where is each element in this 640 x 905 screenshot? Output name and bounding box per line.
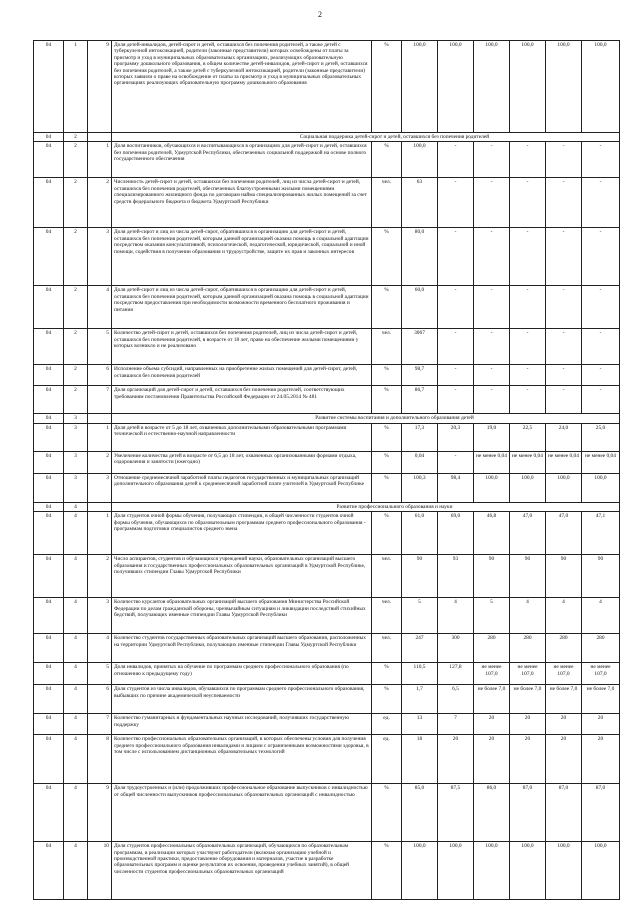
value-cell: 100,0 (546, 473, 582, 502)
value-cell: 100,0 (438, 842, 474, 900)
value-cell: 20 (510, 714, 546, 735)
subprogram-code-cell: 3 (64, 473, 88, 502)
table-row (34, 663, 620, 685)
value-cell: 86,7 (402, 386, 438, 414)
value-cell: 20,3 (438, 423, 474, 451)
table-row (34, 714, 620, 735)
unit-cell: ед. (372, 714, 402, 735)
indicator-number-cell: 4 (88, 634, 112, 663)
unit-cell: ед. (372, 735, 402, 784)
indicator-description: Количество студентов государственных образовательных организаций высшего образования, расположенных на территории Удмуртской Республики, получающих именные стипендии Главы Удмуртской Республики (112, 634, 372, 663)
subprogram-code-cell: 3 (64, 451, 88, 473)
table-row (34, 555, 620, 598)
indicator-number-cell: 3 (88, 473, 112, 502)
indicator-number-cell: 3 (88, 228, 112, 286)
value-cell: 280 (510, 634, 546, 663)
unit-cell: чел. (372, 555, 402, 598)
subprogram-code-cell: 3 (64, 414, 88, 423)
value-cell: 20 (546, 714, 582, 735)
unit-cell: % (372, 685, 402, 714)
value-cell: 4 (546, 598, 582, 634)
subprogram-code-cell: 4 (64, 555, 88, 598)
indicators-table (33, 40, 620, 900)
value-cell: 0,04 (402, 451, 438, 473)
program-code-cell: 04 (34, 178, 64, 228)
value-cell: 20 (438, 735, 474, 784)
value-cell: - (546, 386, 582, 414)
indicator-number-cell: 1 (88, 512, 112, 555)
subprogram-code-cell: 2 (64, 386, 88, 414)
value-cell: - (582, 286, 620, 329)
indicator-description: Доля детей в возрасте от 5 до 18 лет, охваченных дополнительными образовательными программами технической и естественно-научной направленности (112, 423, 372, 451)
value-cell: 22,5 (510, 423, 546, 451)
subprogram-code-cell: 4 (64, 634, 88, 663)
value-cell: 247 (402, 634, 438, 663)
value-cell: 127,8 (438, 663, 474, 685)
unit-cell: чел. (372, 598, 402, 634)
table-row (34, 228, 620, 286)
table-row (34, 735, 620, 784)
value-cell: 47,1 (582, 512, 620, 555)
indicator-description: Доля студентов из числа инвалидов, обучавшихся по программам среднего профессионального образования, выбывших по причине академической неуспеваемости (112, 685, 372, 714)
subprogram-code-cell: 4 (64, 663, 88, 685)
subprogram-code-cell: 4 (64, 784, 88, 842)
unit-cell: % (372, 663, 402, 685)
table-row (34, 41, 620, 133)
value-cell: - (438, 178, 474, 228)
indicator-number-cell: 5 (88, 663, 112, 685)
value-cell: 100,0 (402, 142, 438, 178)
value-cell: 87,0 (582, 784, 620, 842)
value-cell: 100,0 (510, 41, 546, 133)
indicator-number-cell: 4 (88, 286, 112, 329)
value-cell: 6,5 (438, 685, 474, 714)
value-cell: не более 7,0 (474, 685, 510, 714)
indicator-description: Доля детей-инвалидов, детей-сирот и детей, оставшихся без попечения родителей, а также детей с туберкулезной интоксикацией, родители (законные представители) которых освобождены от платы за присмотр и уход в муниципальных образовательных организациях, реализующих образовательную программу дошкольного образования, в общем количестве детей-инвалидов, детей-сирот и детей, оставшихся без попечения родителей, а также детей с туберкулезной интоксикацией, родители (законные представители) которых заявили о праве на освобождение от платы за присмотр и уход в муниципальных образовательных организациях реализующих образовательную программу дошкольного образования (112, 41, 372, 133)
program-code-cell: 04 (34, 228, 64, 286)
value-cell: 100,0 (510, 842, 546, 900)
indicator-number-cell (88, 414, 112, 423)
subprogram-code-cell: 4 (64, 685, 88, 714)
indicator-number-cell: 2 (88, 451, 112, 473)
value-cell: 98,4 (438, 473, 474, 502)
unit-cell: % (372, 784, 402, 842)
value-cell: - (438, 142, 474, 178)
value-cell: - (582, 329, 620, 365)
subprogram-code-cell: 4 (64, 598, 88, 634)
indicator-description: Исполнение объема субсидий, направленных на приобретение жилых помещений для детей-сирот, детей, оставшихся без попечения родителей (112, 365, 372, 386)
program-code-cell: 04 (34, 512, 64, 555)
value-cell: 1,7 (402, 685, 438, 714)
value-cell: 85,0 (402, 784, 438, 842)
value-cell: - (582, 365, 620, 386)
unit-cell: % (372, 473, 402, 502)
indicator-number-cell: 9 (88, 41, 112, 133)
value-cell: 86,0 (474, 784, 510, 842)
indicator-description: Численность детей-сирот и детей, оставшихся без попечения родителей, лиц из числа детей-сирот и детей, оставшихся без попечения родителей, обеспеченных благоустроенными жилыми помещениями специализированного жилищного фонда по договорам найма специализированных жилых помещений за счет средств федерального бюджета и бюджета Удмуртской Республики (112, 178, 372, 228)
value-cell: 4 (510, 598, 546, 634)
program-code-cell: 04 (34, 41, 64, 133)
value-cell: 69,0 (438, 512, 474, 555)
unit-cell: % (372, 451, 402, 473)
value-cell: - (438, 451, 474, 473)
subprogram-code-cell: 3 (64, 423, 88, 451)
subprogram-code-cell: 4 (64, 502, 88, 511)
indicator-number-cell (88, 502, 112, 511)
program-code-cell: 04 (34, 842, 64, 900)
value-cell: - (474, 365, 510, 386)
table-row (34, 685, 620, 714)
value-cell: - (582, 386, 620, 414)
indicator-description: Число аспирантов, студентов и обучающихся учреждений науки, образовательных организаций высшего образования и государственных профессиональных образовательных организаций в Удмуртской Республике, получивших стипендии Главы Удмуртской Республики (112, 555, 372, 598)
value-cell: - (474, 178, 510, 228)
indicator-description: Доля студентов очной формы обучения, получающих стипендии, в общей численности студентов очной формы обучения, обучающихся по образовательным программам среднего профессионального образования - программам подготовки специалистов среднего звена (112, 512, 372, 555)
indicator-description: Доля детей-сирот и лиц из числа детей-сирот, обратившихся в организацию для детей-сирот и детей, оставшихся без попечения родителей, которым данной организацией оказана помощь в социальной адаптации посредством предоставления при необходимости возможности временного бесплатного проживания и питания (112, 286, 372, 329)
program-code-cell: 04 (34, 329, 64, 365)
program-code-cell: 04 (34, 142, 64, 178)
subprogram-code-cell: 1 (64, 41, 88, 133)
unit-cell: чел. (372, 634, 402, 663)
value-cell: не менее 0,04 (510, 451, 546, 473)
subprogram-code-cell: 2 (64, 142, 88, 178)
unit-cell: % (372, 842, 402, 900)
unit-cell: чел. (372, 178, 402, 228)
value-cell: - (510, 178, 546, 228)
value-cell: не менее 0,04 (582, 451, 620, 473)
value-cell: не менее 0,04 (474, 451, 510, 473)
program-code-cell: 04 (34, 286, 64, 329)
unit-cell: % (372, 365, 402, 386)
value-cell: 100,0 (546, 842, 582, 900)
value-cell: не менее 107,0 (546, 663, 582, 685)
table-row (34, 423, 620, 451)
section-title: Развитие системы воспитания и дополнительного образования детей (112, 414, 620, 423)
subprogram-code-cell: 4 (64, 842, 88, 900)
indicator-number-cell: 5 (88, 329, 112, 365)
indicator-description: Количество гуманитарных и фундаментальных научных исследований, получивших государственную поддержку (112, 714, 372, 735)
value-cell: 87,0 (546, 784, 582, 842)
program-code-cell: 04 (34, 735, 64, 784)
value-cell: 93 (438, 555, 474, 598)
value-cell: 87,5 (438, 784, 474, 842)
value-cell: 63 (402, 178, 438, 228)
value-cell: 100,0 (582, 41, 620, 133)
indicator-description: Доля студентов профессиональных образовательных организаций, обучающихся по образовательным программам, в реализации которых участвуют работодатели (включая организацию учебной и производственной практики, предоставление оборудования и материалов, участие в разработке образовательных программ и оценке результатов их освоения, проведении учебных занятий), в общей численности студентов профессиональных образовательных организаций (112, 842, 372, 900)
subprogram-code-cell: 2 (64, 365, 88, 386)
table-row (34, 634, 620, 663)
value-cell: 18 (402, 735, 438, 784)
value-cell: 5 (402, 598, 438, 634)
value-cell: 87,0 (510, 784, 546, 842)
program-code-cell: 04 (34, 473, 64, 502)
value-cell: 280 (474, 634, 510, 663)
value-cell: не более 7,0 (510, 685, 546, 714)
indicator-number-cell: 1 (88, 142, 112, 178)
table-row (34, 451, 620, 473)
table-row (34, 784, 620, 842)
value-cell: 280 (546, 634, 582, 663)
unit-cell: % (372, 142, 402, 178)
value-cell: 80,0 (402, 228, 438, 286)
value-cell: 3067 (402, 329, 438, 365)
subprogram-code-cell: 4 (64, 512, 88, 555)
value-cell: 19,0 (474, 423, 510, 451)
value-cell: 60,0 (402, 286, 438, 329)
indicator-number-cell: 7 (88, 386, 112, 414)
value-cell: 20 (582, 735, 620, 784)
value-cell: - (546, 365, 582, 386)
indicator-description: Доля трудоустроенных и (или) продолживших профессиональное образование выпускников с инвалидностью от общей численности выпускников профессиональных образовательных организаций с инвалидностью (112, 784, 372, 842)
subprogram-code-cell: 2 (64, 178, 88, 228)
value-cell: 13 (402, 714, 438, 735)
value-cell: 7 (438, 714, 474, 735)
value-cell: - (546, 178, 582, 228)
value-cell: 25,0 (582, 423, 620, 451)
indicator-number-cell: 6 (88, 685, 112, 714)
section-title: Социальная поддержка детей-сирот и детей, оставшихся без попечения родителей (112, 133, 620, 142)
unit-cell: % (372, 41, 402, 133)
program-code-cell: 04 (34, 423, 64, 451)
indicator-number-cell: 2 (88, 178, 112, 228)
value-cell: 90 (546, 555, 582, 598)
subprogram-code-cell: 2 (64, 228, 88, 286)
table-row (34, 512, 620, 555)
subprogram-code-cell: 2 (64, 133, 88, 142)
value-cell: - (438, 365, 474, 386)
value-cell: - (546, 228, 582, 286)
value-cell: 100,0 (438, 41, 474, 133)
value-cell: 47,0 (510, 512, 546, 555)
indicator-number-cell: 3 (88, 598, 112, 634)
value-cell: - (438, 329, 474, 365)
program-code-cell: 04 (34, 663, 64, 685)
value-cell: 100,0 (402, 41, 438, 133)
value-cell: - (474, 286, 510, 329)
value-cell: 47,0 (546, 512, 582, 555)
value-cell: не более 7,0 (582, 685, 620, 714)
program-code-cell: 04 (34, 414, 64, 423)
table-row (34, 365, 620, 386)
table-row (34, 329, 620, 365)
value-cell: 100,0 (474, 842, 510, 900)
table-row (34, 842, 620, 900)
program-code-cell: 04 (34, 386, 64, 414)
value-cell: 100,0 (582, 473, 620, 502)
value-cell: 46,8 (474, 512, 510, 555)
value-cell: - (510, 365, 546, 386)
value-cell: 17,3 (402, 423, 438, 451)
value-cell: 20 (582, 714, 620, 735)
value-cell: - (474, 329, 510, 365)
subprogram-code-cell: 2 (64, 329, 88, 365)
program-code-cell: 04 (34, 685, 64, 714)
value-cell: 5 (474, 598, 510, 634)
program-code-cell: 04 (34, 634, 64, 663)
value-cell: 90 (510, 555, 546, 598)
value-cell: - (582, 142, 620, 178)
value-cell: 110,5 (402, 663, 438, 685)
program-code-cell: 04 (34, 555, 64, 598)
value-cell: 100,0 (510, 473, 546, 502)
unit-cell: % (372, 228, 402, 286)
value-cell: 300 (438, 634, 474, 663)
page-number: 2 (318, 10, 322, 19)
value-cell: не менее 0,04 (546, 451, 582, 473)
value-cell: 98,7 (402, 365, 438, 386)
section-row (34, 414, 620, 423)
program-code-cell: 04 (34, 133, 64, 142)
value-cell: 100,0 (546, 41, 582, 133)
indicator-description: Доля инвалидов, принятых на обучение по программам среднего профессионального образования (по отношению к предыдущему году) (112, 663, 372, 685)
indicator-number-cell: 2 (88, 555, 112, 598)
subprogram-code-cell: 2 (64, 286, 88, 329)
value-cell: - (546, 286, 582, 329)
value-cell: 100,0 (474, 41, 510, 133)
value-cell: не менее 107,0 (582, 663, 620, 685)
indicator-description: Увеличение количества детей в возрасте от 6,5 до 18 лет, охваченных организованными формами отдыха, оздоровления и занятости (ежегодно) (112, 451, 372, 473)
indicator-number-cell: 8 (88, 735, 112, 784)
value-cell: - (510, 228, 546, 286)
unit-cell: % (372, 512, 402, 555)
unit-cell: % (372, 286, 402, 329)
value-cell: - (438, 386, 474, 414)
indicator-description: Количество профессиональных образовательных организаций, в которых обеспечены условия для получения среднего профессионального образования инвалидами и лицами с ограниченными возможностями здоровья, в том числе с использованием дистанционных образовательных технологий (112, 735, 372, 784)
value-cell: - (510, 329, 546, 365)
indicator-number-cell: 6 (88, 365, 112, 386)
program-code-cell: 04 (34, 365, 64, 386)
value-cell: 100,0 (582, 842, 620, 900)
table-row (34, 473, 620, 502)
indicator-description: Количество детей-сирот и детей, оставшихся без попечения родителей, лиц из числа детей-сирот и детей, оставшихся без попечения родителей, в возрасте от 18 лет, право на обеспечение жилыми помещениями у которых возникло и не реализовано (112, 329, 372, 365)
value-cell: 100,0 (402, 842, 438, 900)
value-cell: 100,3 (402, 473, 438, 502)
value-cell: - (510, 286, 546, 329)
table-row (34, 286, 620, 329)
section-title: Развитие профессионального образования и науки (112, 502, 620, 511)
value-cell: 61,0 (402, 512, 438, 555)
value-cell: 4 (438, 598, 474, 634)
value-cell: - (474, 386, 510, 414)
program-code-cell: 04 (34, 451, 64, 473)
value-cell: 20 (474, 714, 510, 735)
value-cell: - (438, 228, 474, 286)
unit-cell: чел. (372, 329, 402, 365)
unit-cell: % (372, 423, 402, 451)
value-cell: 280 (582, 634, 620, 663)
program-code-cell: 04 (34, 502, 64, 511)
value-cell: - (474, 228, 510, 286)
indicator-number-cell (88, 133, 112, 142)
value-cell: - (546, 329, 582, 365)
value-cell: 90 (474, 555, 510, 598)
value-cell: 4 (582, 598, 620, 634)
value-cell: - (474, 142, 510, 178)
table-row (34, 598, 620, 634)
section-row (34, 133, 620, 142)
value-cell: 24,0 (546, 423, 582, 451)
value-cell: - (510, 142, 546, 178)
value-cell: 90 (582, 555, 620, 598)
indicator-description: Количество курсантов образовательных организаций высшего образования Министерства Российской Федерации по делам гражданской обороны, чрезвычайным ситуациям и ликвидации последствий стихийных бедствий, получающих именные стипендии Главы Удмуртской Республики (112, 598, 372, 634)
value-cell: 20 (510, 735, 546, 784)
value-cell: - (582, 178, 620, 228)
value-cell: не менее 107,0 (510, 663, 546, 685)
value-cell: 100,0 (474, 473, 510, 502)
indicator-description: Доля воспитанников, обучающихся и воспитывающихся в организациях для детей-сирот и детей, оставшихся без попечения родителей, Удмуртской Республики, обеспеченных социальной поддержкой на основе полного государственного обеспечения (112, 142, 372, 178)
value-cell: не менее 107,0 (474, 663, 510, 685)
section-row (34, 502, 620, 511)
indicator-description: Отношение среднемесячной заработной платы педагогов государственных и муниципальных организаций дополнительного образования детей к среднемесячной заработной плате учителей в Удмуртской Республике (112, 473, 372, 502)
table-row (34, 178, 620, 228)
unit-cell: % (372, 386, 402, 414)
indicator-description: Доля организаций для детей-сирот и детей, оставшихся без попечения родителей, соответствующих требованиям постановления Правительства Российской Федерации от 24.05.2014 № 481 (112, 386, 372, 414)
program-code-cell: 04 (34, 714, 64, 735)
value-cell: - (546, 142, 582, 178)
indicator-number-cell: 9 (88, 784, 112, 842)
program-code-cell: 04 (34, 598, 64, 634)
subprogram-code-cell: 4 (64, 714, 88, 735)
indicator-number-cell: 1 (88, 423, 112, 451)
value-cell: - (438, 286, 474, 329)
value-cell: - (582, 228, 620, 286)
indicator-number-cell: 10 (88, 842, 112, 900)
table-row (34, 142, 620, 178)
value-cell: - (510, 386, 546, 414)
table-row (34, 386, 620, 414)
value-cell: не более 7,0 (546, 685, 582, 714)
subprogram-code-cell: 4 (64, 735, 88, 784)
indicator-description: Доля детей-сирот и лиц из числа детей-сирот, обратившихся в организацию для детей-сирот и детей, оставшихся без попечения родителей, которым данной организацией оказана помощь в социальной адаптации посредством оказания консультативной, психологической, педагогической, юридической, социальной и иной помощи, содействия в получении образования и трудоустройстве, защите их прав и законных интересов (112, 228, 372, 286)
program-code-cell: 04 (34, 784, 64, 842)
value-cell: 20 (474, 735, 510, 784)
indicator-number-cell: 7 (88, 714, 112, 735)
value-cell: 90 (402, 555, 438, 598)
value-cell: 20 (546, 735, 582, 784)
